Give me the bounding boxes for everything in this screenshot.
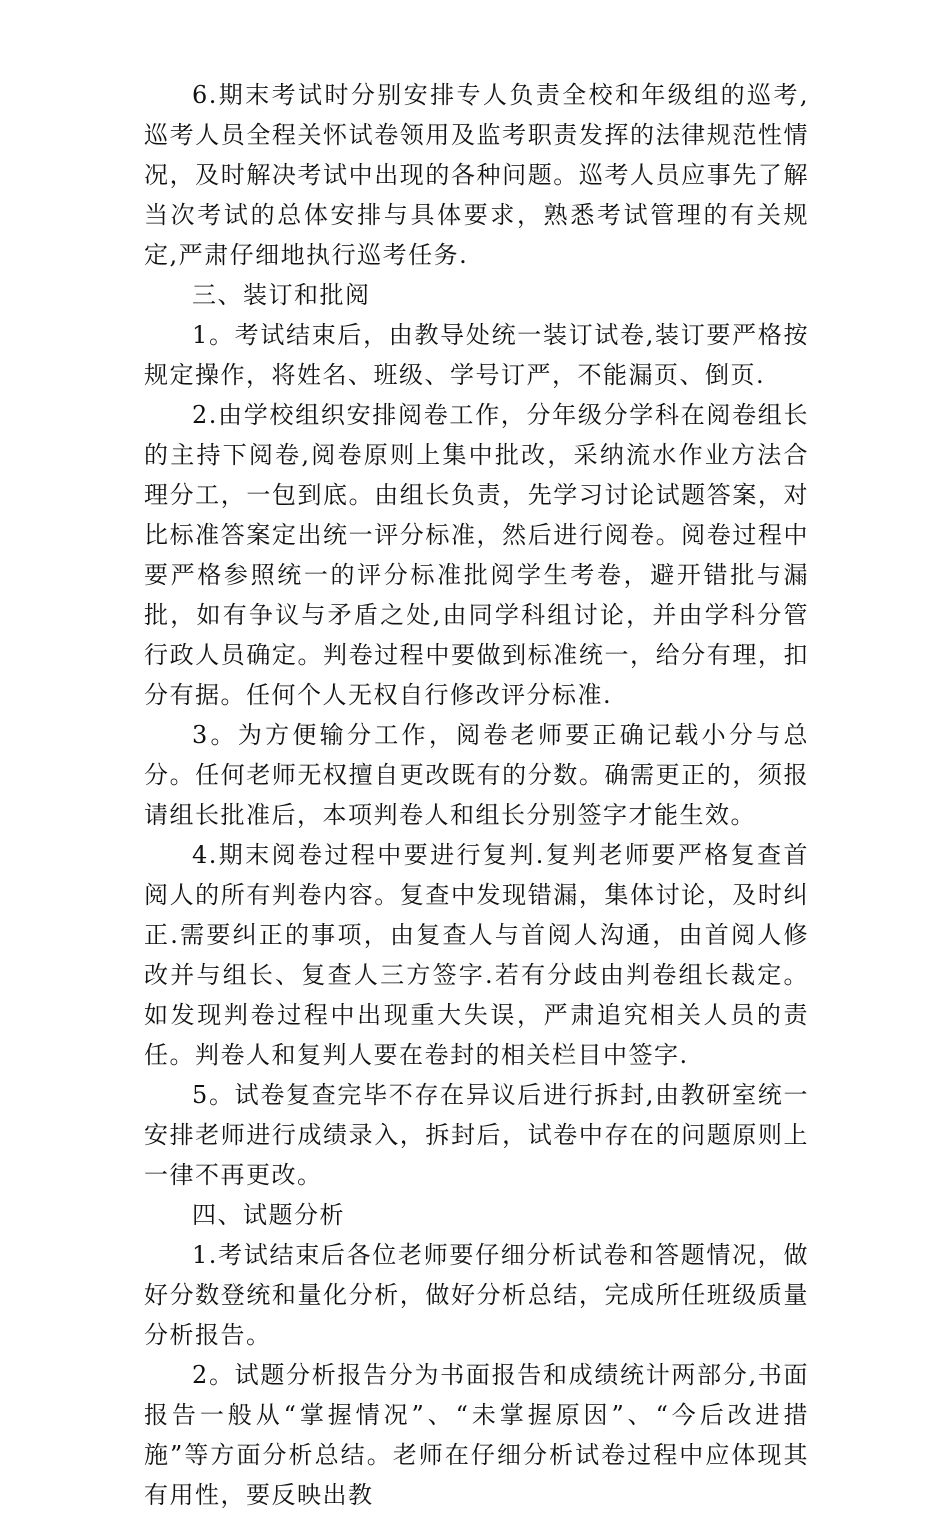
paragraph-analysis-2: 2。试题分析报告分为书面报告和成绩统计两部分,书面报告一般从“掌握情况”、“未掌握原因”、“今后改进措施”等方面分析总结。老师在仔细分析试卷过程中应体现其有用性，要反映出教: [144, 1361, 809, 1509]
paragraph-item-3: 3。为方便输分工作，阅卷老师要正确记载小分与总分。任何老师无权擅自更改既有的分数。确需更正的，须报请组长批准后，本项判卷人和组长分别签字才能生效。: [144, 721, 809, 829]
paragraph-item-2: 2.由学校组织安排阅卷工作，分年级分学科在阅卷组长的主持下阅卷,阅卷原则上集中批改，采纳流水作业方法合理分工，一包到底。由组长负责，先学习讨论试题答案，对比标准答案定出统一评分标准，然后进行阅卷。阅卷过程中要严格参照统一的评分标准批阅学生考卷，避开错批与漏批，如有争议与矛盾之处,由同学科组讨论，并由学科分管行政人员确定。判卷过程中要做到标准统一，给分有理，扣分有据。任何个人无权自行修改评分标准.: [144, 401, 809, 709]
paragraph-item-1: 1。考试结束后，由教导处统一装订试卷,装订要严格按规定操作，将姓名、班级、学号订严，不能漏页、倒页.: [144, 321, 809, 389]
section-heading-binding-review: 三、装订和批阅: [192, 281, 371, 309]
paragraph-item-4: 4.期末阅卷过程中要进行复判.复判老师要严格复查首阅人的所有判卷内容。复查中发现错漏，集体讨论，及时纠正.需要纠正的事项，由复查人与首阅人沟通，由首阅人修改并与组长、复查人三方签字.若有分歧由判卷组长裁定。如发现判卷过程中出现重大失误，严肃追究相关人员的责任。判卷人和复判人要在卷封的相关栏目中签字.: [144, 841, 809, 1069]
paragraph-analysis-1: 1.考试结束后各位老师要仔细分析试卷和答题情况，做好分数登统和量化分析，做好分析总结，完成所任班级质量分析报告。: [144, 1241, 809, 1349]
paragraph-item-6: 6.期末考试时分别安排专人负责全校和年级组的巡考,巡考人员全程关怀试卷领用及监考职责发挥的法律规范性情况，及时解决考试中出现的各种问题。巡考人员应事先了解当次考试的总体安排与具体要求，熟悉考试管理的有关规定,严肃仔细地执行巡考任务.: [144, 81, 809, 269]
paragraph-item-5: 5。试卷复查完毕不存在异议后进行拆封,由教研室统一安排老师进行成绩录入，拆封后，试卷中存在的问题原则上一律不再更改。: [144, 1081, 809, 1189]
document-page: [144, 75, 809, 1515]
section-heading-exam-analysis: 四、试题分析: [192, 1201, 345, 1229]
